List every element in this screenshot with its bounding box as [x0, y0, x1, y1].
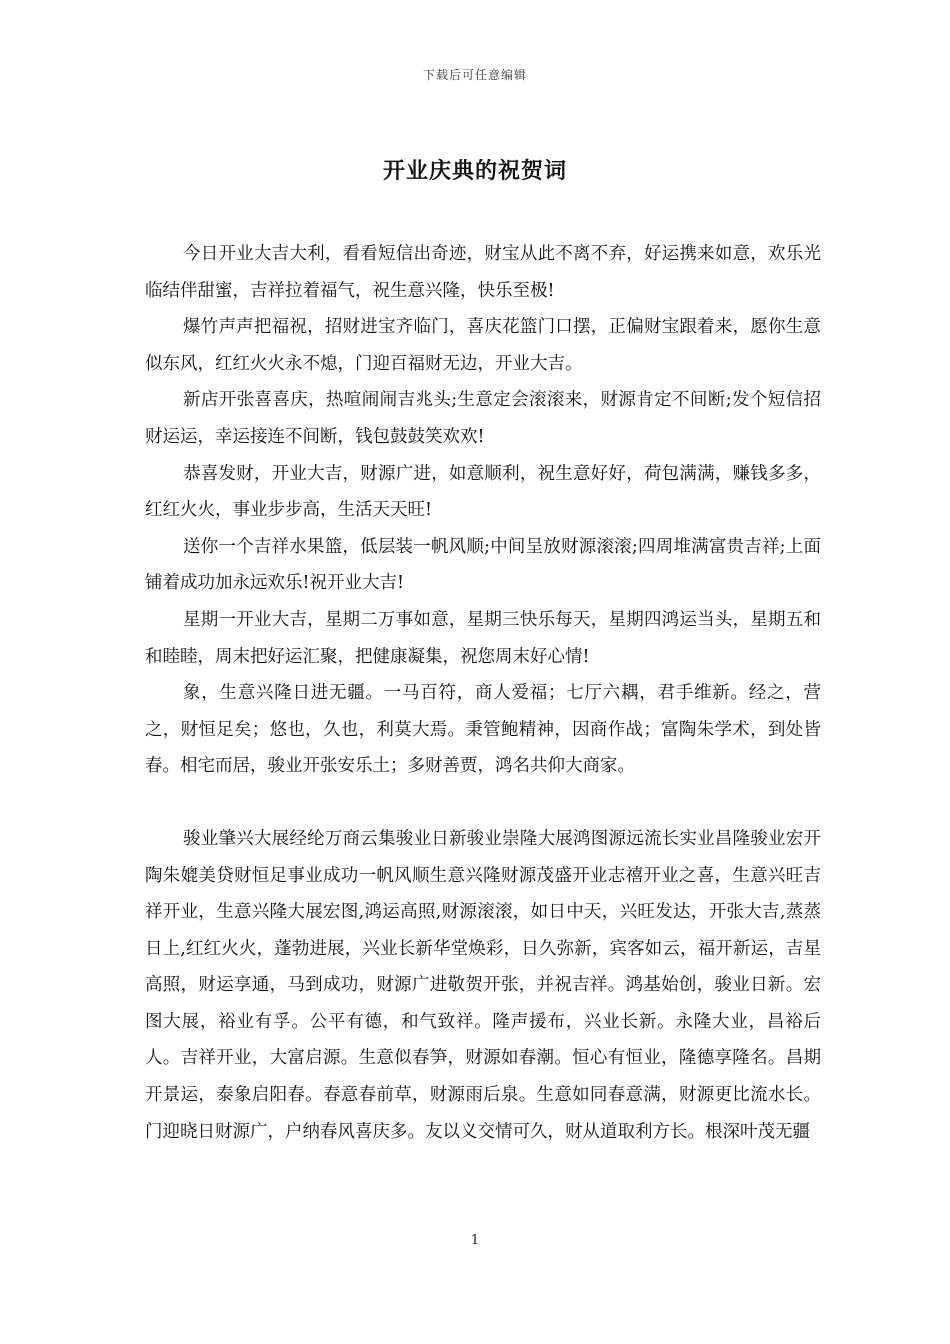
paragraph-5: 送你一个吉祥水果篮，低层装一帆风顺;中间呈放财源滚滚;四周堆满富贵吉祥;上面铺着成功加永远欢乐!祝开业大吉!	[145, 536, 821, 594]
paragraph-4: 恭喜发财，开业大吉，财源广进，如意顺利，祝生意好好，荷包满满，赚钱多多，红红火火，事业步步高，生活天天旺!	[145, 463, 821, 521]
paragraph-1: 今日开业大吉大利，看看短信出奇迹，财宝从此不离不弃，好运携来如意，欢乐光临结伴甜蜜，吉祥拉着福气，祝生意兴隆，快乐至极!	[145, 244, 821, 301]
paragraph-8: 骏业肇兴大展经纶万商云集骏业日新骏业崇隆大展鸿图源远流长实业昌隆骏业宏开陶朱媲美贷财恒足事业成功一帆风顺生意兴隆财源茂盛开业志禧开业之喜，生意兴旺吉祥开业，生意兴隆大展宏图,鸿运高照,财源滚滚，如日中天，兴旺发达，开张大吉,蒸蒸日上,红红火火，蓬勃进展，兴业长新华堂焕彩，日久弥新，宾客如云，福开新运，吉星高照，财运享通，马到成功，财源广进敬贺开张，并祝吉祥。鸿基始创，骏业日新。宏图大展，裕业有孚。公平有德，和气致祥。隆声援布，兴业长新。永隆大业，昌裕后人。吉祥开业，大富启源。生意似春笋，财源如春潮。恒心有恒业，隆德享隆名。昌期开景运，泰象启阳春。春意春前草，财源雨后泉。生意如同春意满，财源更比流水长。门迎晓日财源广，户纳春风喜庆多。友以义交情可久，财从道取利方长。根深叶茂无疆	[145, 828, 821, 1142]
paragraph-6: 星期一开业大吉，星期二万事如意，星期三快乐每天，星期四鸿运当头，星期五和和睦睦，周末把好运汇聚，把健康凝集，祝您周末好心情!	[145, 609, 821, 667]
paragraph-2: 爆竹声声把福祝，招财进宝齐临门，喜庆花篮门口摆，正偏财宝跟着来，愿你生意似东风，红红火火永不熄，门迎百福财无边，开业大吉。	[145, 317, 821, 374]
document-title: 开业庆典的祝贺词	[382, 159, 567, 184]
document-body	[145, 236, 821, 1150]
page-header-note: 下载后可任意编辑	[422, 68, 527, 82]
paragraph-7: 象，生意兴隆日进无疆。一马百符，商人爱福；七厅六耦，君手维新。经之，营之，财恒足矣；悠也，久也，利莫大焉。秉管鲍精神，因商作战；富陶朱学术，到处皆春。相宅而居，骏业开张安乐土；多财善贾，鸿名共仰大商家。	[145, 683, 821, 777]
page-number: 1	[470, 1233, 480, 1248]
paragraph-3: 新店开张喜喜庆，热喧闹闹吉兆头;生意定会滚滚来，财源肯定不间断;发个短信招财运运，幸运接连不间断，钱包鼓鼓笑欢欢!	[145, 390, 821, 447]
